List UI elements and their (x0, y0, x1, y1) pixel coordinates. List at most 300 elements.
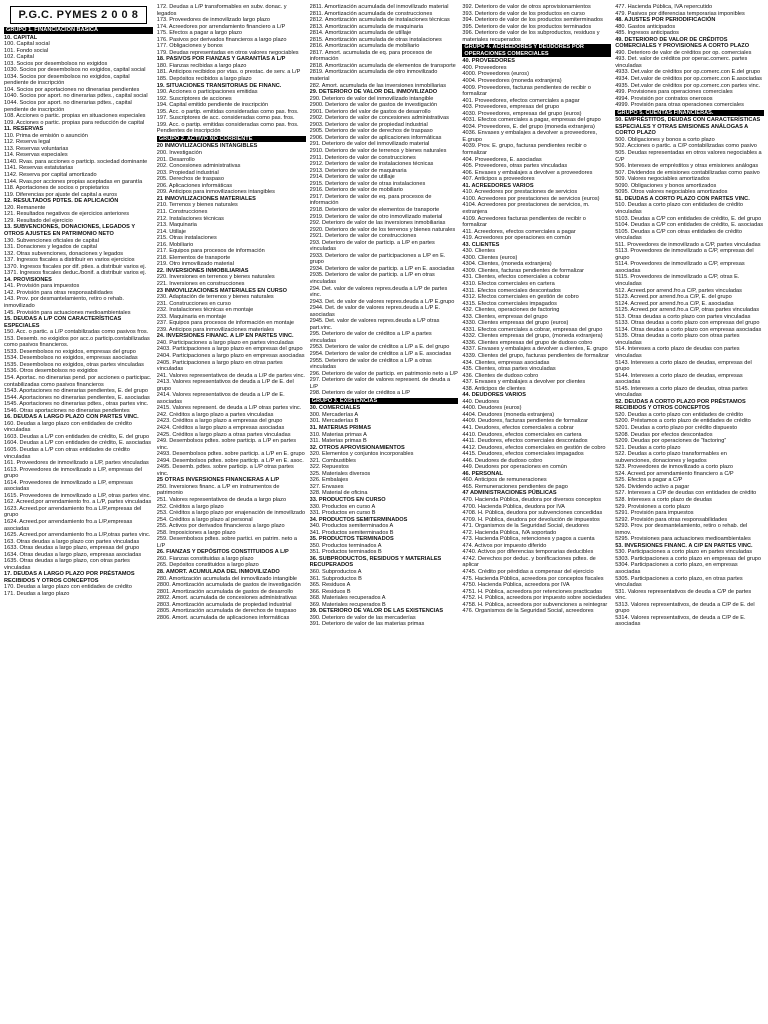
account-entry: 145. Provisión para actuaciones medioambientales (4, 309, 131, 316)
account-entry: 322. Repuestos (309, 464, 349, 471)
account-entry: 4745. Crédito por pérdidas a compensar del ejercicio (462, 569, 594, 576)
account-entry: 137. Ingresos fiscales a distribuir en varios ejercicios (4, 257, 135, 264)
account-entry: 5134. Otras deudas a corto plazo con empresas asociadas (615, 326, 762, 333)
account-entry: 500. Obligaciones y bonos a corto plazo (615, 136, 715, 143)
account-entry: 4337. Envases y embalajes a devolver a clientes, E. grupo (462, 346, 608, 353)
account-entry: 2813. Amortización acumulada de maquinaria (309, 23, 424, 30)
account-entry: 1605. Deudas a L/P con otras entidades de crédito vinculadas (4, 447, 130, 460)
subgroup-heading: 28. AMORT. ACUMULADA DEL INMOVILIZADO (156, 569, 280, 576)
account-entry: 209. Anticipos para inmovilizaciones intangibles (156, 189, 275, 196)
account-entry: 513. Otras deudas a corto plazo con partes vinculadas (615, 313, 751, 320)
account-entry: 5145. Intereses a corto plazo de deudas, otras partes vinculadas (615, 385, 748, 399)
account-entry: 5314. Valores representativos, de deuda a C/P de E. asociadas (615, 614, 746, 628)
account-entry: 108. Acciones o partic. propias en situaciones especiales (4, 113, 146, 120)
account-entry: 5135. Otras deudas a corto plazo con otras partes vinculadas (615, 333, 740, 346)
account-entry: 2413. Valores representativos de deuda a L/P de E. del grupo (156, 379, 294, 392)
account-entry: 474. Activos por impuesto diferido (462, 542, 547, 549)
subgroup-heading: 40. PROVEEDORES (462, 58, 515, 65)
account-entry: 328. Material de oficina (309, 490, 368, 497)
account-entry: 250. Inversiones financ. a L/P en instrumentos de patrimonio (156, 483, 280, 497)
account-entry: 446. Deudores de dudoso cobro (462, 457, 543, 464)
subgroup-heading: 22. INVERSIONES INMOBILIARIAS (156, 267, 249, 274)
account-entry: 465. Remuneraciones pendientes de pago (462, 483, 568, 490)
account-entry: 5291. Provisión para impuestos (615, 510, 694, 517)
account-entry: 112. Reserva legal (4, 139, 51, 146)
account-entry: 410. Acreedores por prestaciones de servicios (462, 189, 578, 196)
account-entry: 2495. Desemb. pdtes. sobre particip. a L/P otras partes vinc. (156, 464, 294, 477)
account-entry: 2801. Amortización acumulada de gastos de desarrollo (156, 588, 293, 595)
account-entry: 101. Fondo social (4, 47, 49, 54)
account-entry: 4104. Acreedores por prestaciones de servicios, m. extranjera (462, 202, 590, 215)
account-entry: 393. Deterioro de valor de los productos en curso (462, 10, 585, 17)
account-entry: 301. Mercaderías B (309, 418, 359, 425)
account-entry: 320. Elementos y conjuntos incorporables (309, 451, 414, 458)
account-entry: 4109. Acreedores facturas pendientes de recibir o formalizar (462, 215, 586, 229)
subgroup-heading: 21 INMOVILIZACIONES MATERIALES (156, 195, 256, 202)
account-entry: 1044. Socios por aport. no dinerarias pdtes., capital pendiente de inscripción (4, 100, 132, 113)
account-entry: 435. Clientes, otras partes vinculadas (462, 366, 556, 373)
account-entry: 210. Terrenos y bienes naturales (156, 202, 238, 209)
account-entry: 2800. Amortización acumulada de gastos de investigación (156, 582, 301, 589)
account-entry: 1536. Otros desembolsos no exigidos (4, 368, 98, 375)
account-entry: 242. Créditos a largo plazo a partes vinculadas (156, 411, 274, 418)
account-entry: 200. Investigación (156, 150, 202, 157)
account-entry: 163. Otras deudas a largo plazo con partes vinculadas (4, 538, 140, 545)
account-entry: 340. Productos semiterminados A (309, 523, 394, 530)
account-entry: 4330. Clientes empresas del grupo (euros) (462, 320, 569, 327)
account-entry: 510. Deudas a corto plazo con entidades de crédito vinculadas (615, 202, 743, 215)
subgroup-heading: 23 INMOVILIZACIONES MATERIALES EN CURSO (156, 287, 287, 294)
account-entry: 2425. Créditos a largo plazo a otras partes vinculadas (156, 431, 291, 438)
account-entry: 2806. Amort. acumulada de aplicaciones informáticas (156, 614, 290, 621)
account-entry: 237. Equipos para procesos de información en montaje (156, 320, 294, 327)
account-entry: 176. Pasivos por derivados financieros a largo plazo (156, 36, 287, 43)
account-entry: 431. Clientes, efectos comerciales a cobrar (462, 274, 570, 281)
account-entry: 405. Proveedores, otras partes vinculadas (462, 163, 568, 170)
account-entry: 185. Depósitos recibidos a largo plazo (156, 76, 252, 83)
subgroup-heading: 15. DEUDAS A L/P CON CARACTERÍSTICAS ESPECIALES (4, 316, 122, 329)
account-entry: 325. Materiales diversos (309, 470, 371, 477)
account-entry: 419. Acreedores por operaciones en común (462, 235, 571, 242)
account-entry: 216. Mobiliario (156, 241, 194, 248)
account-entry: 172. Deudas a L/P transformables en subv. donac. y legados (156, 4, 287, 17)
account-entry: 361. Subproductos B (309, 575, 362, 582)
account-entry: 2918. Deterioro de valor de elementos de transporte (309, 206, 440, 213)
account-entry: 2493. Desembolsos pdtes. sobre particip. a L/P en E. grupo (156, 451, 305, 458)
account-entry: 321. Combustibles (309, 457, 356, 464)
account-entry: 255. Activos por derivados financieros a largo plazo (156, 523, 285, 530)
account-entry: 530. Participaciones a corto plazo en partes vinculadas (615, 549, 753, 556)
account-entry: 160. Deudas a largo plazo con entidades de crédito vinculadas (4, 420, 132, 434)
account-entry: 460. Anticipos de remuneraciones (462, 477, 547, 484)
account-entry: 290. Deterioro de valor del inmovilizado intangible (309, 95, 434, 102)
account-entry: 258. Imposiciones a largo plazo (156, 529, 236, 536)
account-entry: 331. Productos en curso B (309, 510, 376, 517)
subgroup-heading: 12. RESULTADOS PDTES. DE APLICACIÓN (4, 198, 119, 205)
account-entry: 5090. Obligaciones y bonos amortizados (615, 182, 717, 189)
group-header: GRUPO 3. EXISTENCIAS (310, 398, 459, 405)
account-entry: 1371. Ingresos fiscales deduc./bonif. a distribuir varios ej. (4, 270, 147, 277)
account-entry: 121. Resultados negativos de ejercicios anteriores (4, 211, 129, 218)
account-entry: 407. Anticipos a proveedores (462, 176, 535, 183)
account-entry: 2805. Amortización acumulada de derechos de traspaso (156, 608, 297, 615)
account-entry: 490. Deterioro de valor de créditos por op. comerciales (615, 49, 752, 56)
account-entry: 2816. Amortización acumulada de mobiliario (309, 43, 420, 50)
account-entry: 521. Deudas a corto plazo (615, 444, 681, 451)
account-entry: 4034. Proveedores, E. del grupo (moneda extranjera) (462, 123, 595, 130)
account-entry: 239. Anticipos para inmovilizaciones materiales (156, 326, 275, 333)
account-entry: 512. Acreed.por arrend.fro.a C/P, partes vinculadas (615, 287, 742, 294)
account-entry: 1030. Socios por desembolsos no exigidos, capital social (4, 67, 146, 74)
account-entry: 4009. Proveedores, facturas pendientes de recibir o formalizar (462, 84, 591, 98)
account-entry: 5104. Deudas a C/P con entidades de crédito, E. asociadas (615, 222, 764, 229)
subgroup-heading: 49. DETERIORO DE VALOR DE CRÉDITOS COMERCIALES Y PROVISIONES A CORTO PLAZO (615, 36, 750, 50)
account-entry: 4410. Deudores, efectos comerciales en cartera (462, 431, 582, 438)
account-entry: 4031. Efectos comerciales a pagar, empresas del grupo (462, 117, 601, 124)
account-entry: 259. Desembolsos pdtes. sobre partici. en patrim. neto a L/P (156, 536, 298, 549)
account-entry: 162. Acreed.por arrendamiento fro. a L/P, partes vinculadas (4, 499, 152, 506)
account-entry: 2905. Deterioro de valor de derechos de traspaso (309, 128, 433, 135)
account-entry: 2911. Deterioro de valor de construcciones (309, 154, 416, 161)
account-entry: 395. Deterioro de valor de los productos terminados (462, 23, 592, 30)
account-entry: 120. Remanente (4, 204, 46, 211)
column-2 (157, 4, 306, 1024)
account-entry: 1545. Aportaciones no dinerarias pdtes., otras partes vinc. (4, 401, 149, 408)
account-entry: 1603. Deudas a L/P con entidades de crédito, E. del grupo (4, 433, 150, 440)
account-entry: 449. Deudores por operaciones en común (462, 464, 567, 471)
account-entry: 391. Deterioro de valor de las materias primas (309, 621, 425, 628)
subgroup-heading: 26. FIANZAS Y DEPÓSITOS CONSTITUIDOS A L/P (156, 549, 289, 556)
account-entry: 5123. Acreed.por arrend.fro.a C/P, E. del grupo (615, 294, 732, 301)
account-entry: 180. Fianzas recibidas a largo plazo (156, 62, 247, 69)
account-entry: 2900. Deterioro de valor de gastos de investigación (309, 102, 438, 109)
account-entry: 143. Prov. por desmantelamiento, retiro o rehab. inmovilizado (4, 296, 124, 309)
account-entry: 1604. Deudas a L/P con entidades de crédito, E. asociadas (4, 440, 151, 447)
group-header: GRUPO 5. CUENTAS FINANCIERAS. (615, 110, 764, 117)
account-entry: 4934. Det.valor de créditos por op.comerc.con E.asociadas (615, 76, 762, 83)
account-entry: 432. Clientes, operaciones de factoring (462, 307, 560, 314)
subgroup-heading: 41. ACREEDORES VARIOS (462, 182, 534, 189)
account-entry: 311. Materias primas B (309, 438, 367, 445)
account-entry: 5208. Deudas por efectos descontados (615, 431, 713, 438)
account-entry: 282. Amort. acumulada de las inversiones inmobiliarias (309, 82, 447, 89)
account-entry: 2403. Participaciones a largo plazo en empresas del grupo (156, 346, 303, 353)
account-entry: 330. Productos en curso A (309, 503, 376, 510)
account-entry: 470. Hacienda Pública, deudora por diversos conceptos (462, 497, 602, 504)
account-entry: 365. Residuos A (309, 582, 351, 589)
account-entry: 4310. Efectos comerciales en cartera (462, 280, 555, 287)
account-entry: 203. Propiedad industrial (156, 169, 219, 176)
account-entry: 240. Participaciones a largo plazo en partes vinculadas (156, 339, 294, 346)
account-entry: 434. Clientes, empresas asociadas (462, 359, 550, 366)
account-entry: 4933. Det.valor de créditos por op.comerc.con E.del grupo (615, 69, 761, 76)
account-entry: 350. Productos terminados A (309, 542, 382, 549)
account-entry: 5103. Deudas a C/P con entidades de crédito, E. del grupo (615, 215, 762, 222)
account-entry: 4036. Envases y embalajes a devolver a proveedores, E.grupo (462, 130, 598, 143)
account-entry: 411. Acreedores, efectos comerciales a pagar (462, 228, 576, 235)
account-entry: 129. Resultado del ejercicio (4, 217, 73, 224)
account-entry: 4311. Efectos comerciales descontados (462, 287, 561, 294)
account-entry: 2405. Participaciones a largo plazo en otras partes vinculadas (156, 359, 283, 373)
account-entry: 1544. Aportaciones no dinerarias pendientes, E. asociadas (4, 394, 150, 401)
account-entry: 4300. Clientes (euros) (462, 254, 518, 261)
account-entry: 4400. Deudores (euros) (462, 405, 522, 412)
subgroup-heading: 51. DEUDAS A CORTO PLAZO CON PARTES VINC. (615, 195, 750, 202)
subgroup-heading: 13. SUBVENCIONES, DONACIONES, LEGADOS Y OTROS AJUSTES EN PATRIMONIO NETO (4, 224, 135, 237)
account-entry: 118. Aportaciones de socios o propietarios (4, 185, 109, 192)
column-5 (615, 4, 764, 1024)
account-entry: 4315. Efectos comerciales impagados (462, 300, 557, 307)
account-entry: 502. Acciones o partic. a C/P contabilizadas como pasivo (615, 143, 757, 150)
account-entry: 5115. Proveedores de inmovilizado a C/P, otras E. vinculadas (615, 274, 740, 287)
account-entry: 5124. Acreed.por arrend.fro.a C/P, E. asociadas (615, 300, 734, 307)
account-entry: 368. Materiales recuperados A (309, 595, 386, 602)
account-entry: 171. Deudas a largo plazo (4, 591, 70, 598)
account-entry: 401. Proveedores, efectos comerciales a pagar (462, 97, 580, 104)
account-entry: 396. Deterioro de valor de los subproductos, residuos y materiales recuperados (462, 30, 600, 43)
account-entry: 2494. Desembolsos pdtes. sobre particip. a L/P en E. asoc. (156, 457, 304, 464)
account-entry: 179. Deudas representadas en otros valores negociables (156, 49, 299, 56)
account-entry: 2819. Amortización acumulada de otro inmovilizado material (309, 69, 438, 83)
account-entry: 505. Deudas representadas en otros valores negociables a C/P (615, 150, 762, 163)
account-entry: 351. Productos terminados B (309, 549, 382, 556)
account-entry: 1141. Reservas estatutarias (4, 165, 74, 172)
account-entry: 197. Suscriptores de acc. consideradas como pas. fros. (156, 115, 295, 122)
account-entry: 2415. Valores represent. de deuda a L/P otras partes vinc. (156, 405, 302, 412)
account-entry: 441. Deudores, efectos comerciales a cobrar (462, 425, 574, 431)
account-entry: 103. Socios por desembolsos no exigidos (4, 60, 108, 67)
account-entry: 523. Proveedores de inmovilizado a corto plazo (615, 464, 734, 471)
subgroup-heading: 52. DEUDAS A CORTO PLAZO POR PRÉSTAMOS RECIBIDOS Y OTROS CONCEPTOS (615, 398, 746, 412)
account-entry: 326. Embalajes (309, 477, 349, 484)
account-entry: 2919. Deterioro de valor de otro inmovilizado material (309, 213, 443, 220)
account-entry: 292. Deterioro de valor de las inversiones inmobiliarias (309, 220, 446, 227)
account-entry: 293. Deterioro de valor de particip. a L/P en partes vinculadas (309, 239, 435, 253)
account-entry: 4331. Efectos comerciales a cobrar, empresas del grupo (462, 326, 603, 333)
account-entry: 485. Ingresos anticipados (615, 30, 679, 37)
account-entry: 295. Deterioro de valor de créditos a L/P a partes vinculadas (309, 331, 432, 344)
account-entry: 190. Acciones o participaciones emitidas (156, 89, 258, 96)
account-entry: 2912. Deterioro de valor de instalaciones técnicas (309, 161, 434, 168)
account-entry: 327. Envases (309, 483, 344, 490)
account-entry: 524. Acreed.por arrendamiento financiero a C/P (615, 470, 734, 477)
subgroup-heading: 47 ADMINISTRACIONES PÚBLICAS (462, 490, 557, 497)
account-entry: 4740. Activos por diferencias temporarias deducibles (462, 549, 594, 556)
account-entry: 360. Subproductos A (309, 569, 362, 576)
group-header: GRUPO 1. FINANCIACIÓN BÁSICA (4, 27, 153, 34)
account-entry: 5143. Intereses a corto plazo de deudas, empresas del grupo (615, 359, 752, 373)
account-entry: 479. Pasivos por diferencias temporarias imponibles (615, 10, 745, 17)
account-entry: 1543. Aportaciones no dinerarias pendientes, E. del grupo (4, 388, 148, 395)
account-entry: 241. Valores representativos de deuda a L/P de partes vinc. (156, 372, 305, 379)
account-entry: 201. Desarrollo (156, 156, 195, 163)
account-entry: 100. Capital social (4, 41, 50, 48)
account-entry: 4409. Deudores, facturas pendientes de formalizar (462, 418, 589, 425)
subgroup-heading: 31. MATERIAS PRIMAS (309, 425, 372, 431)
account-entry: 1624. Acreed.por arrendamiento fro.a L/P,empresas asociadas (4, 519, 133, 532)
account-entry: 2906. Deterioro de valor de aplicaciones informáticas (309, 134, 442, 141)
account-entry: 2921. Deterioro de valor de construcciones (309, 233, 417, 240)
account-entry: 4336. Clientes empresas del grupo de dudoso cobro (462, 339, 593, 346)
account-entry: 5200. Préstamos a corto plazo de entidades de crédito (615, 418, 751, 425)
account-entry: 4309. Clientes, facturas pendientes de formalizar (462, 267, 584, 274)
account-entry: 142. Provisión para otras responsabilidades (4, 289, 113, 296)
account-entry: 2916. Deterioro de valor de mobiliario (309, 187, 403, 194)
account-entry: 1546. Otras aportaciones no dinerarias pendientes (4, 407, 130, 414)
account-entry: 5125. Acreed.por arrend.fro.a C/P, otras partes vinculadas (615, 307, 760, 314)
account-entry: 1625. Acreed.por arrendamiento fro.a L/P,otras partes vinc. (4, 532, 151, 539)
account-entry: 130. Subvenciones oficiales de capital (4, 237, 99, 244)
subgroup-heading: 34. PRODUCTOS SEMITERMINADOS (309, 516, 408, 523)
account-entry: 110. Prima de emisión o asunción (4, 132, 88, 139)
account-entry: 132. Otras subvenciones, donaciones y legados (4, 250, 124, 257)
subgroup-heading: 18. PASIVOS POR FIANZAS Y GARANTÍAS A L/P (156, 56, 286, 63)
account-entry: 4339. Clientes del grupo, facturas pendientes de formalizar (462, 352, 609, 359)
account-entry: 404. Proveedores, E. asociadas (462, 156, 542, 163)
account-entry: 5303. Participaciones a corto plazo en empresas del grupo (615, 555, 762, 562)
account-entry: 4332. Clientes empresas del grupo, (moneda extranjera) (462, 333, 603, 340)
account-entry: 4404. Deudores (moneda extranjera) (462, 411, 555, 418)
account-entry: 507. Dividendos de emisiones contabilizadas como pasivo (615, 169, 760, 176)
account-entry: 2913. Deterioro de valor de maquinaria (309, 167, 407, 174)
account-entry: 1613. Proveedores de inmovilizado a L/P, empresas del grupo (4, 466, 142, 480)
account-entry: 5144. Intereses a corto plazo de deudas, empresas asociadas (615, 372, 743, 386)
account-entry: 232. Instalaciones técnicas en montaje (156, 307, 254, 314)
account-entry: 437. Envases y embalajes a devolver por clientes (462, 379, 586, 386)
account-entry: 2814. Amortización acumulada de utillaje (309, 30, 412, 37)
account-entry: 5201. Deudas a corto plazo por crédito dispuesto (615, 425, 738, 431)
account-entry: 181. Anticipos recibidos por vtas. o prestac. de serv. a L/P (156, 69, 301, 76)
account-entry: 526. Dividendo activo a pagar (615, 483, 690, 490)
account-entry: 219. Otro inmovilizado material (156, 261, 234, 268)
subgroup-heading: 35. PRODUCTOS TERMINADOS (309, 536, 394, 543)
account-entry: 528. Intereses a corto plazo de deudas (615, 497, 712, 504)
account-entry: 218. Elementos de transporte (156, 254, 231, 261)
column-4 (462, 4, 611, 1024)
account-entry: 369. Materiales recuperados B (309, 601, 386, 608)
subgroup-heading: 25 OTRAS INVERSIONES FINANCIERAS A L/P (156, 477, 280, 484)
account-entry: 5133. Otras deudas a corto plazo con empresas del grupo (615, 320, 760, 327)
account-entry: 211. Construcciones (156, 208, 208, 215)
account-entry: 298. Deterioro de valor de créditos a L/P (309, 390, 411, 397)
account-entry: 102. Capital (4, 54, 34, 61)
account-entry: 2954. Deterioro de valor de créditos a L/P a E. asociadas (309, 350, 452, 357)
account-entry: 390. Deterioro de valor de las mercaderías (309, 614, 416, 621)
account-entry: 4304. Clientes, (moneda extranjera) (462, 261, 552, 268)
account-entry: 5295. Provisiones para actuaciones medioambientales (615, 536, 751, 543)
account-entry: 4415. Deudores, efectos comerciales impagados (462, 451, 584, 458)
account-entry: 150. Acc. o partic. a L/P contabilizadas como pasivos fros. (4, 329, 149, 336)
subgroup-heading: 39. DETERIORO DE VALOR DE LAS EXISTENCIAS (309, 608, 444, 615)
account-entry: 529. Provisiones a corto plazo (615, 503, 691, 510)
account-entry: 119. Diferencias por ajuste del capital a euros (4, 191, 118, 198)
account-entry: 174. Acreedores por arrendamiento financiero a L/P (156, 23, 286, 30)
account-entry: 506. Intereses de empréstitos y otras emisiones análogas (615, 163, 759, 170)
account-entry: 2935. Deterioro de valor de particip. a L/P en otras vinculadas (309, 272, 435, 285)
account-entry: 231. Construcciones en curso (156, 300, 231, 307)
account-entry: 104. Socios por aportaciones no dinerarias pendientes (4, 86, 140, 93)
account-entry: 221. Inversiones en construcciones (156, 280, 245, 287)
account-entry: 480. Gastos anticipados (615, 23, 676, 30)
subgroup-heading: 11. RESERVAS (4, 126, 44, 133)
account-entry: 433. Clientes, empresas del grupo (462, 313, 548, 320)
account-entry: 1615. Proveedores de inmovilizado a L/P, otras partes vinc. (4, 492, 151, 499)
account-entry: 2934. Deterioro de valor de particip. a L/P en E. asociadas (309, 265, 455, 272)
account-entry: 294. Det. valor de valores repres.deuda a L/P de partes vinc. (309, 285, 448, 299)
account-entry: 5293. Prov. por desmantelamiento, retiro o rehab. del inmov. (615, 523, 748, 536)
account-entry: 1140. Rvas. para acciones o particip. sociedad dominante (4, 158, 148, 165)
account-entry: 5114. Proveedores de inmovilizado a C/P, empresas asociadas (615, 261, 745, 274)
account-entry: 4750. Hacienda Pública, acreedora por IVA (462, 582, 570, 589)
account-entry: 476. Organismos de la Seguridad Social, acreedores (462, 608, 594, 615)
account-entry: 205. Derechos de traspaso (156, 176, 224, 183)
account-entry: 520. Deudas a corto plazo con entidades de crédito (615, 411, 743, 418)
account-entry: 297. Deterioro de valor de valores represent. de deuda a L/P (309, 377, 451, 390)
account-entry: 4752. H. Pública, acreedora por impuesto sobre sociedades (462, 595, 612, 602)
account-entry: 280. Amortización acumulada del inmovilizado intangible (156, 575, 298, 582)
account-entry: 1533. Desembolsos no exigidos, empresas del grupo (4, 348, 136, 355)
account-entry: 220. Inversiones en terrenos y bienes naturales (156, 274, 275, 281)
account-entry: 2802. Amort. acumulada de concesiones administrativas (156, 595, 297, 602)
account-entry: 265. Depósitos constituidos a largo plazo (156, 562, 259, 569)
subgroup-heading: 48. AJUSTES POR PERIODIFICACIÓN (615, 17, 716, 24)
account-entry: 2901. Deterioro del valor de gastos de desarrollo (309, 108, 431, 115)
subgroup-heading: 17. DEUDAS A LARGO PLAZO POR PRÉSTAMOS RECIBIDOS Y OTROS CONCEPTOS (4, 571, 135, 584)
account-entry: 4708. H. Pública, deudora por subvenciones concedidas (462, 510, 603, 517)
account-entry: 249. Desembolsos pdtes. sobre particip. a L/P en partes vinc. (156, 438, 296, 451)
account-entry: 493. Det. valor de créditos por operac.comerc. partes vinculadas (615, 56, 748, 69)
account-entry: 192. Suscriptores de acciones (156, 95, 232, 102)
account-entry: 114. Reservas especiales (4, 152, 68, 159)
account-entry: 2953. Deterioro de valor de créditos a L/P a E. del grupo (309, 344, 450, 351)
account-entry: 1614. Proveedores de inmovilizado a L/P, empresas asociadas (4, 479, 133, 493)
column-3 (310, 4, 459, 1024)
account-entry: 4000. Proveedores (euros) (462, 71, 529, 78)
account-entry: 4004. Proveedores (moneda extranjera) (462, 78, 562, 85)
account-entry: 253. Créditos a largo plazo por enajenación de inmovilizado (156, 510, 306, 517)
account-entry: 4742. Derechos por deduc. y bonificaciones pdtes. de aplicar (462, 555, 596, 569)
account-entry: 153. Desemb. no exigidos por acc.o particip.contabilizadas como pasivos financieros. (4, 335, 150, 349)
account-entry: 2815. Amortización acumulada de otras instalaciones (309, 36, 442, 43)
account-entry: 214. Utillaje (156, 228, 187, 235)
account-entry: 472. Hacienda Pública, IVA soportado (462, 529, 557, 536)
subgroup-heading: 43. CLIENTES (462, 241, 500, 248)
account-entry: 2423. Créditos a largo plazo a empresas del grupo (156, 418, 283, 425)
account-entry: 392. Deterioro de valor de otros aprovisionamientos (462, 4, 591, 10)
account-entry: 2915. Deterioro de valor de otras instalaciones (309, 180, 426, 187)
subgroup-heading: 14. PROVISIONES (4, 276, 52, 283)
account-entry: 213. Maquinaria (156, 222, 197, 229)
account-entry: 4700. Hacienda Pública, deudora por IVA (462, 503, 565, 510)
account-entry: 2818. Amortización acumulada de elementos de transporte (309, 62, 456, 69)
subgroup-heading: 20 INMOVILIZACIONES INTANGIBLES (156, 143, 258, 150)
account-entry: 5292. Provisión para otras responsabilidades (615, 516, 728, 523)
account-entry: 199. Acc. o partip. emitidas consideradas como pas. fros. Pendientes de inscripción (156, 121, 299, 135)
account-entry: 4412. Deudores, efectos comerciales en gestión de cobro (462, 444, 606, 451)
account-entry: 471. Organismos de la Seguridad Social, deudores (462, 523, 589, 530)
account-entry: 1535. Desembolsos no exigidos, otras partes vinculadas (4, 361, 144, 368)
subgroup-heading: 53. INVERSIONES FINANC. A C/P EN PARTES VINC. (615, 542, 753, 549)
account-entry: 177. Obligaciones y bonos (156, 43, 223, 50)
account-entry: 109. Acciones o partic. propias para reducción de capital (4, 119, 145, 126)
column-1 (4, 4, 153, 1024)
subgroup-heading: 36. SUBPRODUCTOS, RESIDUOS Y MATERIALES RECUPERADOS (309, 555, 442, 569)
account-entry: 499. Provisiones para operaciones comerciales (615, 89, 733, 96)
account-entry: 440. Deudores (462, 398, 500, 405)
account-entry: 436. Clientes de dudoso cobro (462, 372, 539, 379)
account-entry: 473. Hacienda Pública, retenciones y pagos a cuenta (462, 536, 595, 543)
account-entry: 511. Proveedores de inmovilizado a C/P, partes vinculadas (615, 241, 761, 248)
